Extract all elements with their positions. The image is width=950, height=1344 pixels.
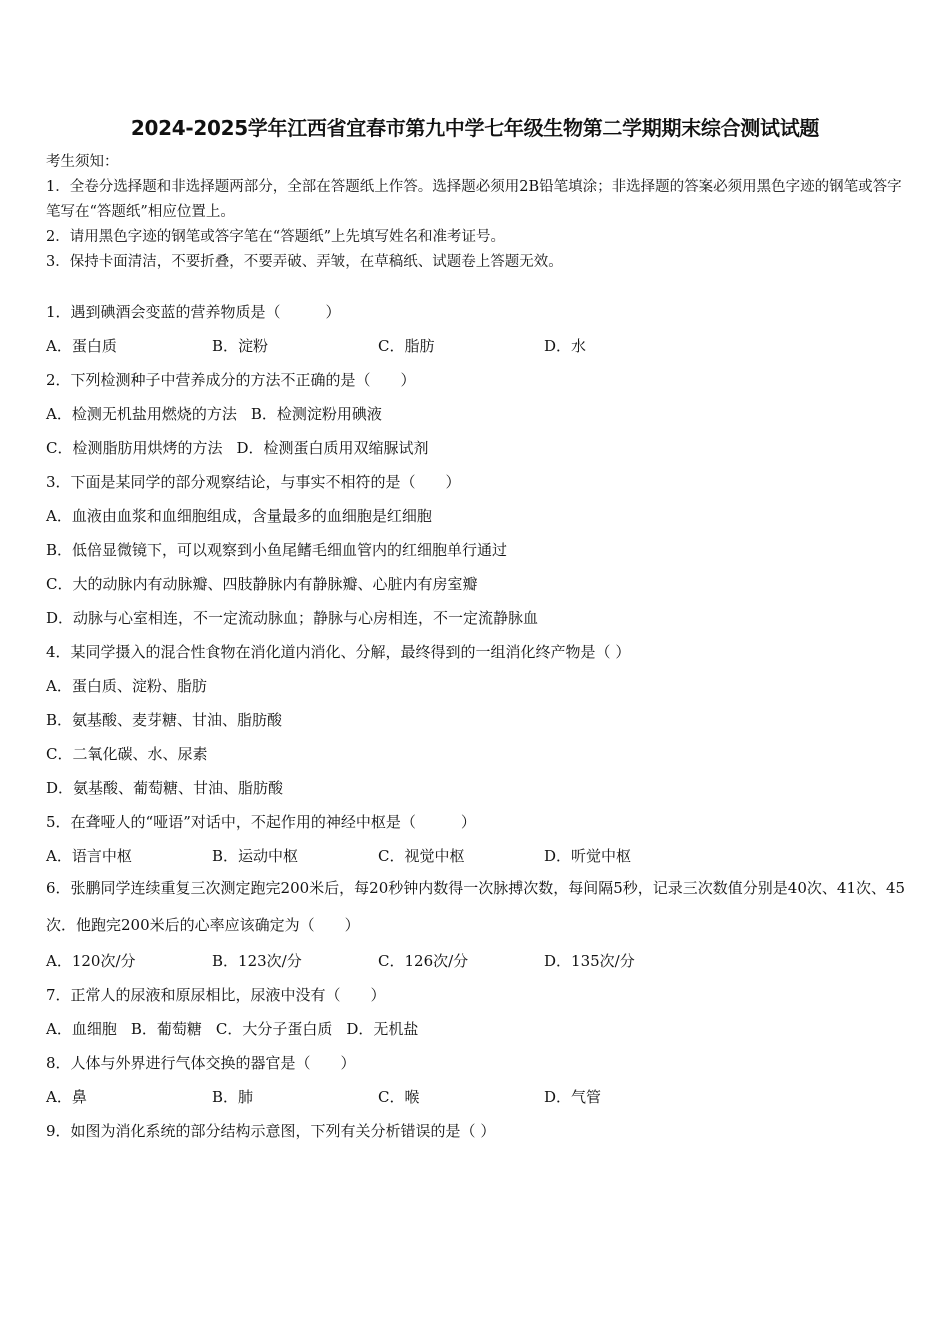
option: D．听觉中枢 [544,847,632,865]
option: A．检测无机盐用燃烧的方法 [46,405,237,423]
question-options [46,845,710,866]
notice-heading: 考生须知： [46,154,119,170]
notice-item: 1．全卷分选择题和非选择题两部分，全部在答题纸上作答。选择题必须用2B铅笔填涂；非选择题的答案必须用黑色字迹的钢笔或答字笔写在“答题纸”相应位置上。 [46,179,902,220]
option: A．蛋白质、淀粉、脂肪 [46,677,207,695]
option: D．无机盐 [346,1020,419,1038]
option: A．血细胞 [46,1020,117,1038]
option: B．低倍显微镜下，可以观察到小鱼尾鳍毛细血管内的红细胞单行通过 [46,541,508,559]
question-options [46,403,396,424]
option: B．123次/分 [212,952,302,970]
option: B．运动中枢 [212,847,299,865]
question-stem: 2．下列检测种子中营养成分的方法不正确的是（ ） [46,371,416,389]
option: A．120次/分 [46,952,136,970]
option: D．135次/分 [544,952,635,970]
question-stem: 8．人体与外界进行气体交换的器官是（ ） [46,1054,356,1072]
question-stem: 5．在聋哑人的“哑语”对话中，不起作用的神经中枢是（ ） [46,813,476,831]
option: C．126次/分 [378,952,469,970]
option: D．动脉与心室相连，不一定流动脉血；静脉与心房相连，不一定流静脉血 [46,609,539,627]
option: C．大分子蛋白质 [215,1020,333,1038]
question-stem: 3．下面是某同学的部分观察结论，与事实不相符的是（ ） [46,473,461,491]
question-options [46,950,710,971]
option: B．氨基酸、麦芽糖、甘油、脂肪酸 [46,711,283,729]
question-options [46,1018,432,1039]
question-stem: 6．张鹏同学连续重复三次测定跑完200米后，每20秒钟内数得一次脉搏次数，每间隔5秒，记录三次数值分别是40次、41次、45次．他跑完200米后的心率应该确定为（ ） [46,879,906,934]
option: A．血液由血浆和血细胞组成，含量最多的血细胞是红细胞 [46,507,432,525]
option: B．葡萄糖 [130,1020,202,1038]
notice-item: 3．保持卡面清洁，不要折叠，不要弄破、弄皱，在草稿纸、试题卷上答题无效。 [46,254,563,270]
option: C．脂肪 [378,337,435,355]
option: D．水 [544,337,587,355]
option: D．氨基酸、葡萄糖、甘油、脂肪酸 [46,779,284,797]
option: B．淀粉 [212,337,269,355]
option: C．检测脂肪用烘烤的方法 [46,439,223,457]
option: C．视觉中枢 [378,847,465,865]
question-stem: 4．某同学摄入的混合性食物在消化道内消化、分解，最终得到的一组消化终产物是（ ） [46,643,631,661]
question-options [46,335,710,356]
exam-notice [46,150,906,275]
option: A．语言中枢 [46,847,132,865]
option: D．检测蛋白质用双缩脲试剂 [236,439,429,457]
option: C．大的动脉内有动脉瓣、四肢静脉内有静脉瓣、心脏内有房室瓣 [46,575,478,593]
question-stem: 7．正常人的尿液和原尿相比，尿液中没有（ ） [46,986,386,1004]
question-stem: 1．遇到碘酒会变蓝的营养物质是（ ） [46,303,341,321]
option: D．气管 [544,1088,602,1106]
option: C．喉 [378,1088,420,1106]
option: A．蛋白质 [46,337,117,355]
question-options [46,437,443,458]
option: B．肺 [212,1088,254,1106]
page-title: 2024-2025学年江西省宜春市第九中学七年级生物第二学期期末综合测试试题 [130,116,820,140]
question-stem: 9．如图为消化系统的部分结构示意图，下列有关分析错误的是（ ） [46,1122,496,1140]
option: A．鼻 [46,1088,87,1106]
question-options [46,1086,710,1107]
option: B．检测淀粉用碘液 [250,405,382,423]
notice-item: 2．请用黑色字迹的钢笔或答字笔在“答题纸”上先填写姓名和准考证号。 [46,229,506,245]
option: C．二氧化碳、水、尿素 [46,745,208,763]
